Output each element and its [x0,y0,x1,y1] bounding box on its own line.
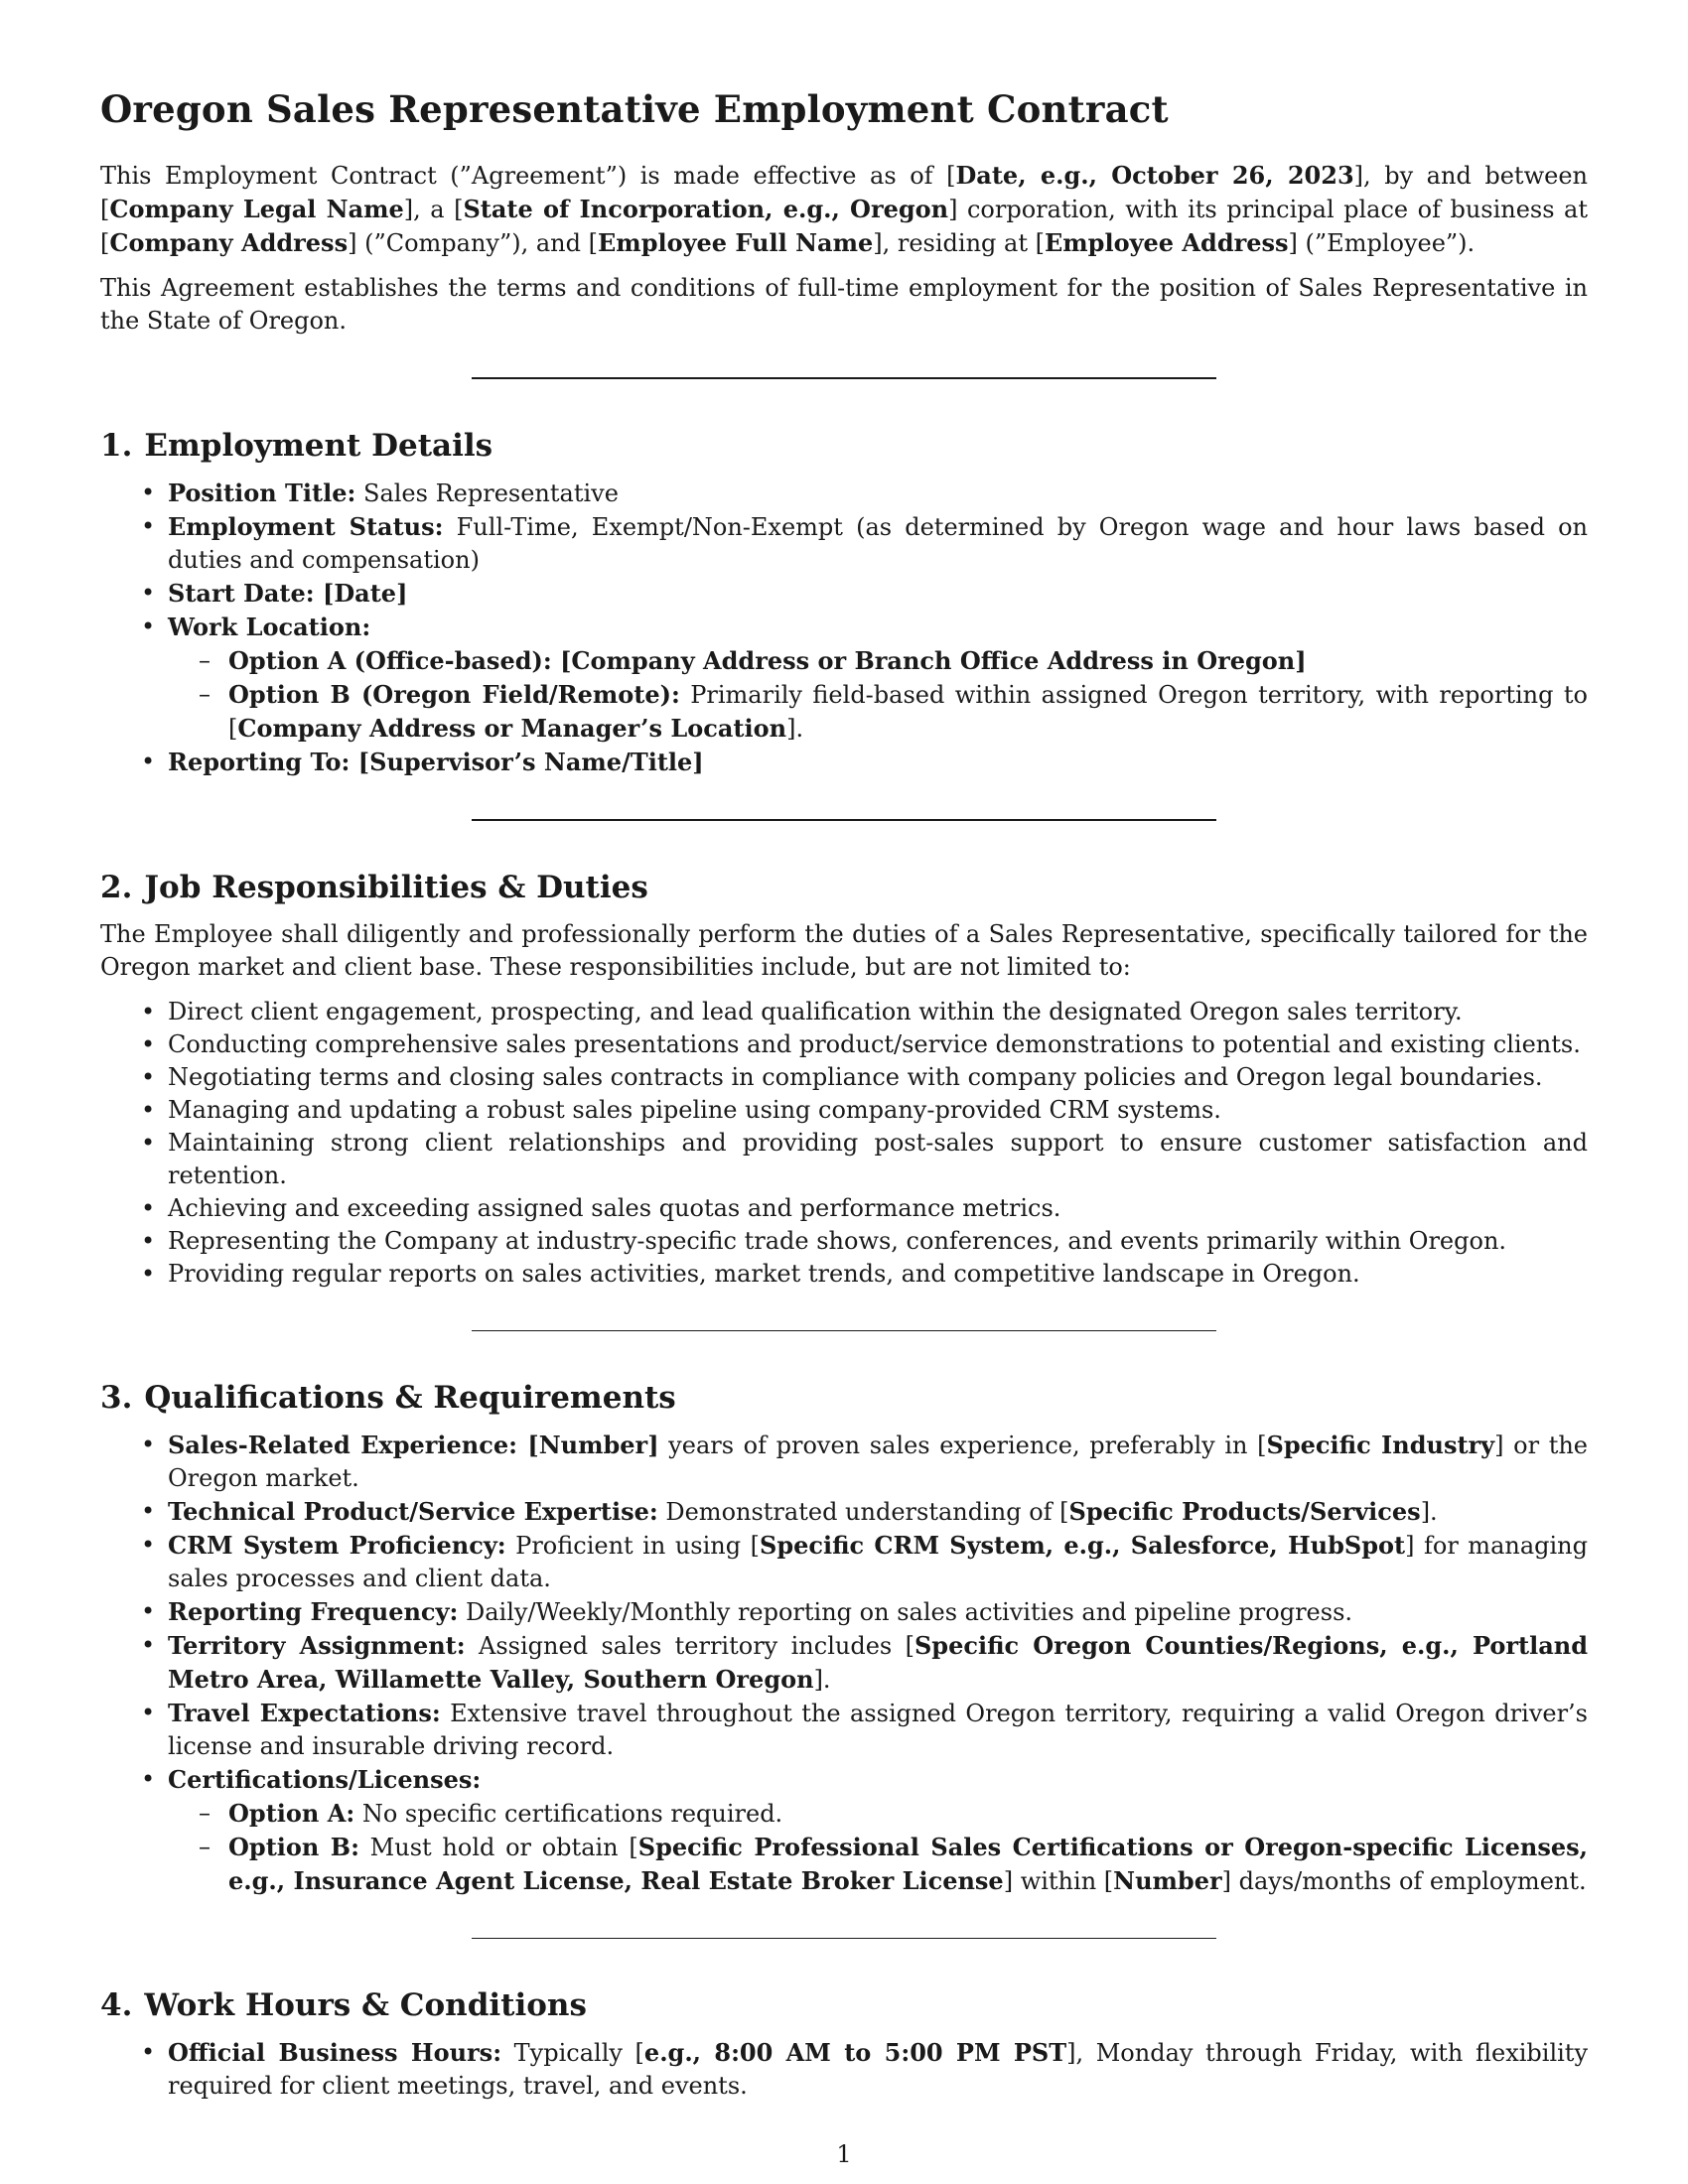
list-item: • Position Title: Sales Representative [168,477,1588,510]
list-item: • Certifications/Licenses: – Option A: No specific certifications required. – Option B: Must hold or obtain [Specific Professional Sales Certifications or Oregon-specific Licenses, e.g., Insurance Agent License, Real Estate Broker License] within [Number] days/months of employment. [168,1763,1588,1898]
section-divider [472,1938,1216,1939]
sub-list-item: – Option A (Office-based): [Company Address or Branch Office Address in Oregon] [228,644,1588,678]
section-heading-job-responsibilities: 2. Job Responsibilities & Duties [100,870,648,905]
sub-list-item: – Option B: Must hold or obtain [Specific Professional Sales Certifications or Oregon-specific Licenses, e.g., Insurance Agent License, Real Estate Broker License] within [Number] days/months of employment. [228,1831,1588,1898]
section-heading-qualifications: 3. Qualifications & Requirements [100,1380,676,1416]
page-title: Oregon Sales Representative Employment Contract [100,87,1169,131]
page-number: 1 [836,2140,852,2168]
list-item: • Conducting comprehensive sales presentations and product/service demonstrations to potential and existing clients. [168,1028,1588,1061]
section-heading-employment-details: 1. Employment Details [100,428,493,464]
list-item: • Reporting To: [Supervisor’s Name/Title] [168,746,1588,779]
list-item: • Maintaining strong client relationships and providing post-sales support to ensure customer satisfaction and retention. [168,1127,1588,1192]
work-location-options [168,644,1588,746]
sub-list-item: – Option B (Oregon Field/Remote): Primarily field-based within assigned Oregon territory, with reporting to [Company Address or Manager’s Location]. [228,678,1588,746]
employment-details-list [100,477,1588,779]
list-item: • Managing and updating a robust sales pipeline using company-provided CRM systems. [168,1094,1588,1127]
list-item: • Reporting Frequency: Daily/Weekly/Monthly reporting on sales activities and pipeline progress. [168,1595,1588,1629]
list-item: • Work Location: – Option A (Office-based): [Company Address or Branch Office Address in Oregon] – Option B (Oregon Field/Remote): Primarily field-based within assigned Oregon territory, with reporting to [Company Address or Manager’s Location]. [168,611,1588,746]
work-hours-list [100,2036,1588,2103]
intro-paragraph: This Employment Contract (”Agreement”) is made effective as of [Date, e.g., October 26, 2023], by and between [Company Legal Name], a [State of Incorporation, e.g., Oregon] corporation, with its principal place of business at [Company Address] (”Company”), and [Employee Full Name], residing at [Employee Address] (”Employee”). [100,161,1589,257]
responsibilities-list [100,996,1588,1291]
list-item: • Sales-Related Experience: [Number] years of proven sales experience, preferably in [Specific Industry] or the Oregon market. [168,1429,1588,1495]
intro-purpose-paragraph: This Agreement establishes the terms and conditions of full-time employment for the position of Sales Representative in the State of Oregon. [100,274,1588,335]
section-heading-work-hours: 4. Work Hours & Conditions [100,1987,587,2023]
section-divider [472,1330,1216,1331]
section-divider [472,377,1216,379]
list-item: • Achieving and exceeding assigned sales quotas and performance metrics. [168,1192,1588,1225]
qualifications-list [100,1429,1588,1898]
certification-options [168,1797,1588,1898]
list-item: • CRM System Proficiency: Proficient in using [Specific CRM System, e.g., Salesforce, HubSpot] for managing sales processes and client data. [168,1529,1588,1595]
list-item: • Direct client engagement, prospecting, and lead qualification within the designated Oregon sales territory. [168,996,1588,1028]
list-item: • Start Date: [Date] [168,577,1588,611]
list-item: • Providing regular reports on sales activities, market trends, and competitive landscape in Oregon. [168,1258,1588,1291]
list-item: • Representing the Company at industry-specific trade shows, conferences, and events primarily within Oregon. [168,1225,1588,1258]
sub-list-item: – Option A: No specific certifications required. [228,1797,1588,1831]
list-item: • Negotiating terms and closing sales contracts in compliance with company policies and Oregon legal boundaries. [168,1061,1588,1094]
list-item: • Official Business Hours: Typically [e.g., 8:00 AM to 5:00 PM PST], Monday through Friday, with flexibility required for client meetings, travel, and events. [168,2036,1588,2103]
list-item: • Employment Status: Full-Time, Exempt/Non-Exempt (as determined by Oregon wage and hour laws based on duties and compensation) [168,510,1588,577]
list-item: • Territory Assignment: Assigned sales territory includes [Specific Oregon Counties/Regions, e.g., Portland Metro Area, Willamette Valley, Southern Oregon]. [168,1629,1588,1697]
section-divider [472,819,1216,821]
list-item: • Travel Expectations: Extensive travel throughout the assigned Oregon territory, requiring a valid Oregon driver’s license and insurable driving record. [168,1697,1588,1763]
list-item: • Technical Product/Service Expertise: Demonstrated understanding of [Specific Products/Services]. [168,1495,1588,1529]
responsibilities-intro: The Employee shall diligently and professionally perform the duties of a Sales Representative, specifically tailored for the Oregon market and client base. These responsibilities include, but are not limited to: [100,920,1588,981]
